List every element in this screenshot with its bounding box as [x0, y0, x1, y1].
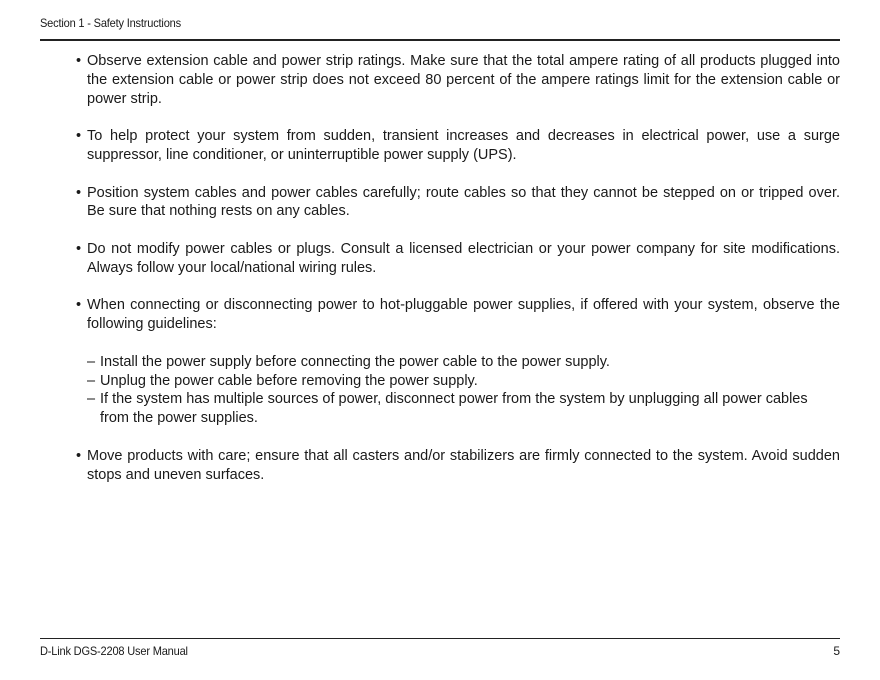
bullet-text: Position system cables and power cables carefully; route cables so that they cannot be stepped on or tripped over. Be sure that nothing rests on any cables.	[87, 184, 840, 220]
guideline-item-multiple-sources	[87, 390, 840, 428]
bullet-item-hot-pluggable-power	[76, 296, 840, 428]
dash-marker: –	[87, 372, 96, 389]
bullet-text: Do not modify power cables or plugs. Consult a licensed electrician or your power company for site modifications. Always follow your local/national wiring rules.	[87, 240, 840, 276]
guideline-item-unplug	[87, 372, 840, 391]
dash-marker: –	[87, 353, 96, 370]
guideline-item-install	[87, 353, 840, 372]
guideline-text: Install the power supply before connecting the power cable to the power supply.	[100, 353, 610, 370]
bullet-text: Move products with care; ensure that all casters and/or stabilizers are firmly connected to the system. Avoid sudden stops and uneven surfaces.	[87, 447, 840, 483]
bullet-marker: •	[76, 240, 82, 257]
bullet-text: To help protect your system from sudden, transient increases and decreases in electrical power, use a surge suppressor, line conditioner, or uninterruptible power supply (UPS).	[87, 128, 840, 163]
page-number: 5	[833, 644, 840, 658]
bullet-marker: •	[76, 447, 82, 464]
bullet-item-cable-routing	[76, 184, 840, 222]
bullet-item-moving-products	[76, 447, 840, 485]
guideline-sublist	[87, 353, 840, 428]
header-divider	[40, 39, 840, 41]
guideline-text: If the system has multiple sources of power, disconnect power from the system by unplugging all power cables from the power supplies.	[100, 391, 808, 427]
bullet-item-extension-cable	[76, 52, 840, 108]
safety-instructions-list	[76, 52, 840, 484]
bullet-text: When connecting or disconnecting power to hot-pluggable power supplies, if offered with your system, observe the following guidelines:	[87, 297, 840, 333]
bullet-marker: •	[76, 53, 82, 69]
bullet-marker: •	[76, 184, 82, 201]
section-header: Section 1 - Safety Instructions	[40, 16, 181, 30]
dash-marker: –	[87, 391, 96, 408]
bullet-text: Observe extension cable and power strip ratings. Make sure that the total ampere rating of all products plugged into the extension cable or power strip does not exceed 80 percent of the ampere ratings limit for the extension cable or power strip.	[87, 53, 840, 107]
bullet-marker: •	[76, 297, 82, 314]
guideline-text: Unplug the power cable before removing the power supply.	[100, 372, 478, 389]
bullet-item-surge-protection	[76, 127, 840, 165]
footer-divider	[40, 638, 840, 639]
manual-title: D-Link DGS-2208 User Manual	[40, 644, 188, 658]
bullet-item-power-cable-modification	[76, 240, 840, 278]
bullet-marker: •	[76, 128, 82, 145]
